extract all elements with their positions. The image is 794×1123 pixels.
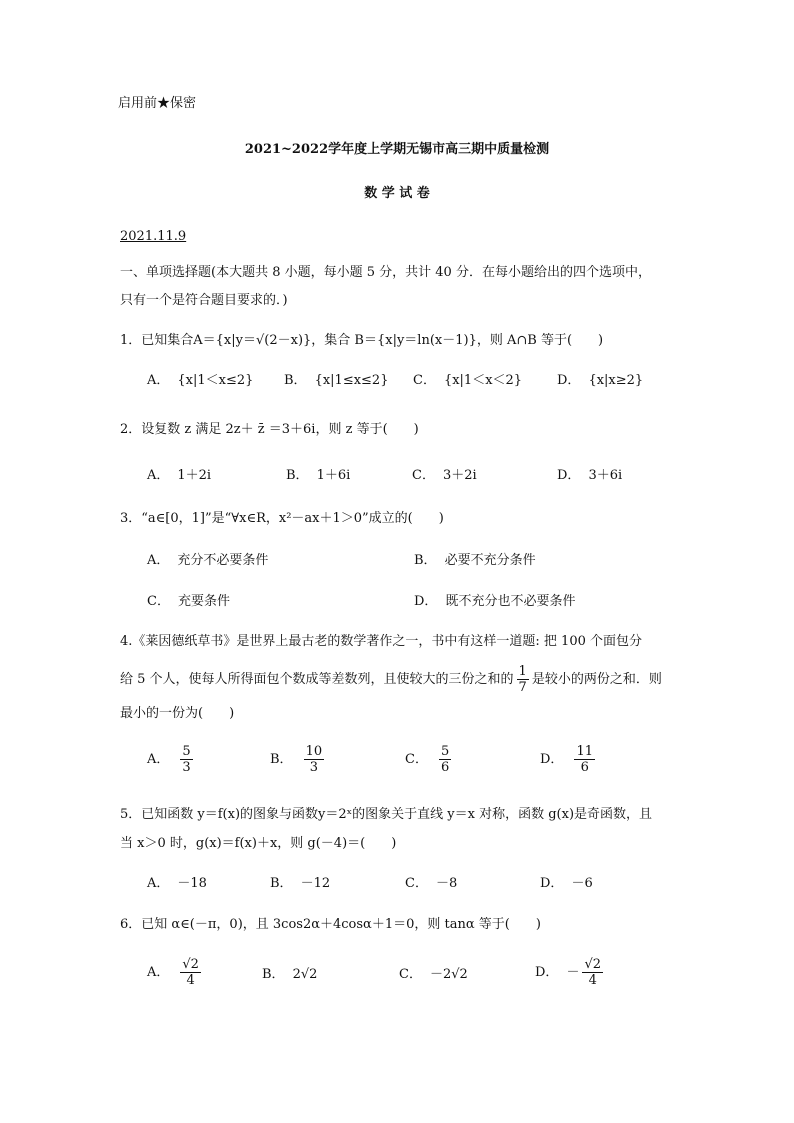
option-label: B． [270,876,293,891]
question-2-option-d[interactable] [557,467,622,485]
option-label: D． [540,752,564,767]
fraction-numerator: √2 [182,957,199,972]
question-4-option-a[interactable] [147,744,196,775]
option-text: {x|1＜x≤2} [177,373,254,388]
stem-text: 是较小的两份之和．则 [531,672,662,687]
section-heading-line1: 一、单项选择题(本大题共 8 小题，每小题 5 分，共计 40 分．在每小题给出的四个选项中， [120,265,651,280]
option-label: C． [405,752,428,767]
fraction-denominator: 4 [186,973,195,988]
option-label: C． [412,468,435,483]
question-5-option-d[interactable] [540,875,593,893]
option-label: C． [405,876,428,891]
option-text: {x|1≤x≤2} [314,373,389,388]
fraction [439,744,451,775]
question-3-stem: 3．“a∈[0，1]”是“∀x∈R，x²－ax＋1＞0”成立的( ) [120,511,444,526]
fraction [517,664,529,695]
option-label: C． [399,967,422,982]
option-text: －2√2 [429,967,468,982]
fraction-numerator: √2 [584,957,602,972]
option-label: B． [286,468,309,483]
option-label: B． [414,553,437,568]
question-6-option-d[interactable] [535,957,606,988]
question-2-stem: 2．设复数 z 满足 2z＋ z̄ ＝3＋6i，则 z 等于( ) [120,422,419,437]
option-prefix: － [566,965,580,980]
option-label: B． [262,967,285,982]
fraction-numerator: 5 [182,744,191,759]
option-label: C． [413,373,436,388]
question-1-option-d[interactable] [557,372,643,390]
option-label: D． [540,876,564,891]
option-label: B． [270,752,293,767]
exam-date: 2021.11.9 [120,229,187,244]
question-4-option-c[interactable] [405,744,454,775]
question-3-option-b[interactable] [414,552,536,570]
option-text: {x|1＜x＜2} [443,373,523,388]
option-text: －12 [300,876,331,891]
section-heading-line2: 只有一个是符合题目要求的．) [120,293,288,308]
question-4-stem-line1: 4.《莱因德纸草书》是世界上最古老的数学著作之一，书中有这样一道题: 把 100 个面包分 [120,634,642,649]
option-label: D． [414,594,438,609]
option-text: 1＋2i [177,468,212,483]
question-3-option-d[interactable] [414,593,575,611]
option-label: A． [147,752,170,767]
fraction [180,957,201,988]
question-5-option-a[interactable] [147,875,207,893]
fraction-numerator: 10 [305,744,323,759]
option-label: B． [284,373,307,388]
question-4-option-b[interactable] [270,744,327,775]
option-text: 充分不必要条件 [177,553,269,568]
fraction [180,744,192,775]
question-5-stem-line2: 当 x＞0 时，g(x)＝f(x)＋x，则 g(－4)＝( ) [120,836,397,851]
question-1-stem: 1．已知集合A＝{x|y＝√(2－x)}，集合 B＝{x|y＝ln(x－1)}，则 A∩B 等于( ) [120,333,604,348]
fraction [582,957,603,988]
question-5-stem-line1: 5．已知函数 y＝f(x)的图象与函数y＝2ˣ的图象关于直线 y＝x 对称，函数 g(x)是奇函数，且 [120,807,653,822]
question-6-stem: 6．已知 α∈(－π，0)，且 3cos2α＋4cosα＋1＝0，则 tanα 等于( ) [120,917,541,932]
question-5-option-c[interactable] [405,875,457,893]
question-1-option-b[interactable] [284,372,388,390]
option-text: 2√2 [292,967,318,982]
option-text: {x|x≥2} [588,373,644,388]
stem-text: 给 5 个人，使每人所得面包个数成等差数列，且使较大的三份之和的 [120,672,514,687]
option-label: D． [557,468,581,483]
option-text: 1＋6i [316,468,351,483]
option-label: A． [147,553,170,568]
option-text: －18 [177,876,207,891]
option-label: A． [147,965,170,980]
question-6-option-b[interactable] [262,966,317,984]
fraction-numerator: 1 [518,664,527,679]
fraction-denominator: 4 [588,973,597,988]
option-text: 3＋6i [588,468,623,483]
question-1-option-c[interactable] [413,372,522,390]
option-label: D． [557,373,581,388]
fraction-denominator: 6 [580,760,589,775]
option-text: 3＋2i [442,468,477,483]
fraction-denominator: 7 [518,680,527,695]
fraction [304,744,325,775]
fraction-numerator: 5 [440,744,450,759]
fraction [574,744,595,775]
confidential-note: 启用前★保密 [118,96,197,111]
exam-subtitle: 数 学 试 卷 [364,186,430,201]
option-label: D． [535,965,559,980]
question-1-option-a[interactable] [147,372,253,390]
option-label: C． [147,594,170,609]
fraction-denominator: 3 [309,760,318,775]
option-text: －8 [435,876,458,891]
question-4-option-d[interactable] [540,744,598,775]
option-label: A． [147,876,170,891]
option-text: 既不充分也不必要条件 [445,594,576,609]
question-5-option-b[interactable] [270,875,330,893]
exam-title: 2021~2022学年度上学期无锡市高三期中质量检测 [244,142,550,157]
question-4-stem-line3: 最小的一份为( ) [120,706,235,721]
option-label: A． [147,468,170,483]
question-6-option-c[interactable] [399,966,468,984]
question-2-option-c[interactable] [412,467,477,485]
option-label: A． [147,373,170,388]
question-2-option-b[interactable] [286,467,350,485]
question-3-option-c[interactable] [147,593,230,611]
question-6-option-a[interactable] [147,957,204,988]
fraction-denominator: 3 [182,760,191,775]
option-text: －6 [571,876,593,891]
question-3-option-a[interactable] [147,552,268,570]
fraction-denominator: 6 [440,760,450,775]
option-text: 必要不充分条件 [444,553,536,568]
option-text: 充要条件 [177,594,230,609]
fraction-numerator: 11 [576,744,593,759]
question-4-stem-line2 [120,664,662,695]
question-2-option-a[interactable] [147,467,211,485]
